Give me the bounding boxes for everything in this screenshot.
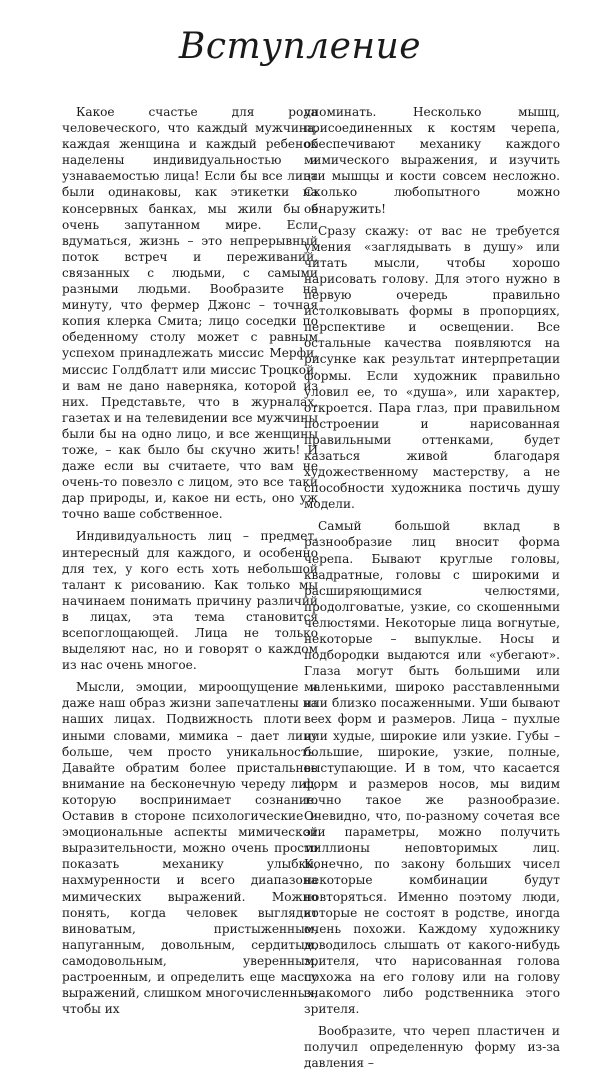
page-title: Вступление	[178, 26, 422, 67]
paragraph: Самый большой вклад в разнообразие лиц вносит форма черепа. Бывают круглые головы, квадратные, головы с широкими и расширяющимися челюстями, продолговатые, узкие, со скошенными челюстями. Некоторые лица вогнутые, некоторые – выпуклые. Носы и подбородки выдаются или «убегают». Глаза могут быть большими или маленькими, широко расставленными или близко посаженными. Уши бывают всех форм и размеров. Лица – пухлые или худые, широкие или узкие. Губы – большие, широкие, узкие, полные, выступающие. И в том, что касается форм и размеров носов, мы видим точно такое же разнообразие. Очевидно, что, по-разному сочетая все эти параметры, можно получить миллионы неповторимых лиц. Конечно, по закону больших чисел некоторые комбинации будут повторяться. Именно поэтому люди, которые не состоят в родстве, иногда очень похожи. Каждому художнику доводилось слышать от какого-нибудь зрителя, что нарисованная голова похожа на его голову или на голову знакомого либо родственника этого зрителя.	[304, 519, 560, 1017]
text-column-left	[62, 104, 318, 1017]
paragraph-continued: упоминать. Несколько мышц, присоединенных к костям черепа, обеспечивают механику каждого мимического выражения, и изучить эти мышцы и кости совсем несложно. Сколько любопытного можно обнаружить!	[304, 105, 560, 216]
paragraph: Какое счастье для рода человеческого, что каждый мужчина, каждая женщина и каждый ребенок наделены индивидуальностью и узнаваемостью лица! Если бы все лица были одинаковы, как этикетки на консервных банках, мы жили бы в очень запутанном мире. Если вдуматься, жизнь – это непрерывный поток встреч и переживаний, связанных с людьми, с самыми разными людьми. Вообразите на минуту, что фермер Джонс – точная копия клерка Смита; лицо соседки по обеденному столу может с равным успехом принадлежать миссис Мерфи, миссис Голдблатт или миссис Троцкой, и вам не дано наверняка, которой из них. Представьте, что в журналах, газетах и на телевидении все мужчины были бы на одно лицо, и все женщины тоже, – как было бы скучно жить! И даже если вы считаете, что вам не очень-то повезло с лицом, это все таки дар природы, и, какое ни есть, оно уж точно ваше собственное.	[62, 105, 318, 522]
text-column-right	[304, 104, 560, 1072]
paragraph: Вообразите, что череп пластичен и получил определенную форму из-за давления –	[304, 1024, 560, 1071]
paragraph: Сразу скажу: от вас не требуется умения «заглядывать в душу» или читать мысли, чтобы хорошо нарисовать голову. Для этого нужно в первую очередь правильно истолковывать формы в пропорциях, перспективе и освещении. Все остальные качества появляются на рисунке как результат интерпретации формы. Если художник правильно уловил ее, то «душа», или характер, откроется. Пара глаз, при правильном построении и нарисованная правильными оттенками, будет казаться живой благодаря художественному мастерству, а не способности художника постичь душу модели.	[304, 223, 560, 512]
paragraph: Мысли, эмоции, мироощущение и даже наш образ жизни запечатлены на наших лицах. Подвижность плоти – иными словами, мимика – дает лицу больше, чем просто уникальность. Давайте обратим более пристальное внимание на бесконечную череду лиц, которую воспринимает сознание. Оставив в стороне психологические и эмоциональные аспекты мимической выразительности, можно очень просто показать механику улыбки, нахмуренности и всего диапазона мимических выражений. Можно понять, когда человек выглядит виноватым, пристыженным, напуганным, довольным, сердитым, самодовольным, уверенным, растроенным, и определить еще массу выражений, слишком многочисленных, чтобы их	[62, 680, 318, 1017]
paragraph: Индивидуальность лиц – предмет, интересный для каждого, и особенно для тех, у кого есть хоть небольшой талант к рисованию. Как только мы начинаем понимать причину различий в лицах, эта тема становится всепоглощающей. Лица не только выделяют нас, но и говорят о каждом из нас очень многое.	[62, 529, 318, 673]
